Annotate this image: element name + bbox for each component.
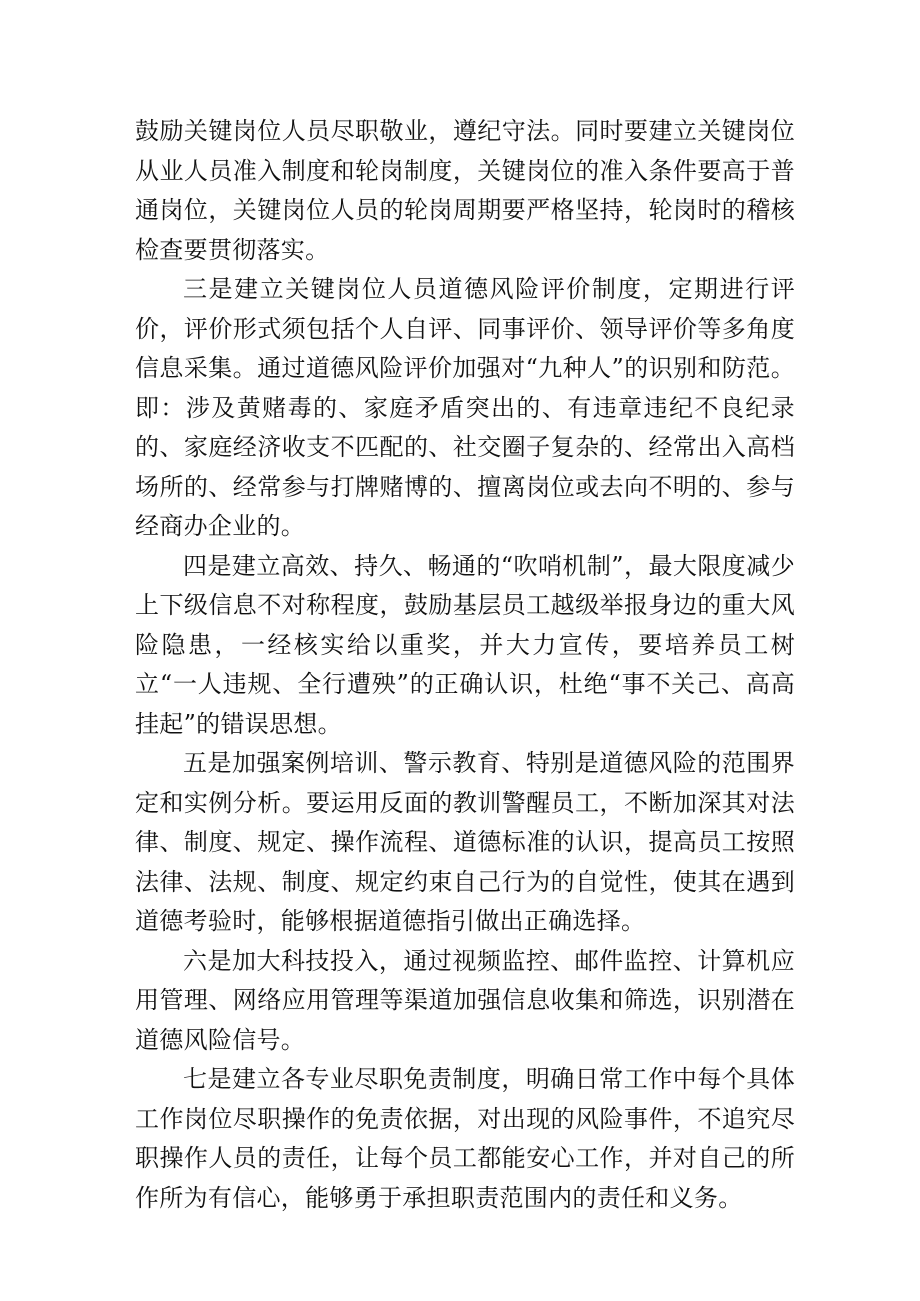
paragraph-point-four: 四是建立高效、持久、畅通的“吹哨机制”，最大限度减少上下级信息不对称程度，鼓励基层员工越级举报身边的重大风险隐患，一经核实给以重奖，并大力宣传，要培养员工树立“一人违规、全行遭殃”的正确认识，杜绝“事不关己、高高挂起”的错误思想。: [135, 551, 795, 738]
paragraph-continuation: 鼓励关键岗位人员尽职敬业，遵纪守法。同时要建立关键岗位从业人员准入制度和轮岗制度，关键岗位的准入条件要高于普通岗位，关键岗位人员的轮岗周期要严格坚持，轮岗时的稽核检查要贯彻落实。: [135, 117, 795, 264]
paragraph-point-three: 三是建立关键岗位人员道德风险评价制度，定期进行评价，评价形式须包括个人自评、同事评价、领导评价等多角度信息采集。通过道德风险评价加强对“九种人”的识别和防范。即：涉及黄赌毒的、家庭矛盾突出的、有违章违纪不良纪录的、家庭经济收支不匹配的、社交圈子复杂的、经常出入高档场所的、经常参与打牌赌博的、擅离岗位或去向不明的、参与经商办企业的。: [135, 275, 795, 540]
paragraph-point-five: 五是加强案例培训、警示教育、特别是道德风险的范围界定和实例分析。要运用反面的教训警醒员工，不断加深其对法律、制度、规定、操作流程、道德标准的认识，提高员工按照法律、法规、制度、规定约束自己行为的自觉性，使其在遇到道德考验时，能够根据道德指引做出正确选择。: [135, 749, 795, 935]
paragraph-point-six: 六是加大科技投入，通过视频监控、邮件监控、计算机应用管理、网络应用管理等渠道加强信息收集和筛选，识别潜在道德风险信号。: [135, 946, 795, 1054]
paragraph-point-seven: 七是建立各专业尽职免责制度，明确日常工作中每个具体工作岗位尽职操作的免责依据，对出现的风险事件，不追究尽职操作人员的责任，让每个员工都能安心工作，并对自己的所作所为有信心，能够勇于承担职责范围内的责任和义务。: [135, 1065, 795, 1212]
document-body: [135, 112, 795, 1218]
